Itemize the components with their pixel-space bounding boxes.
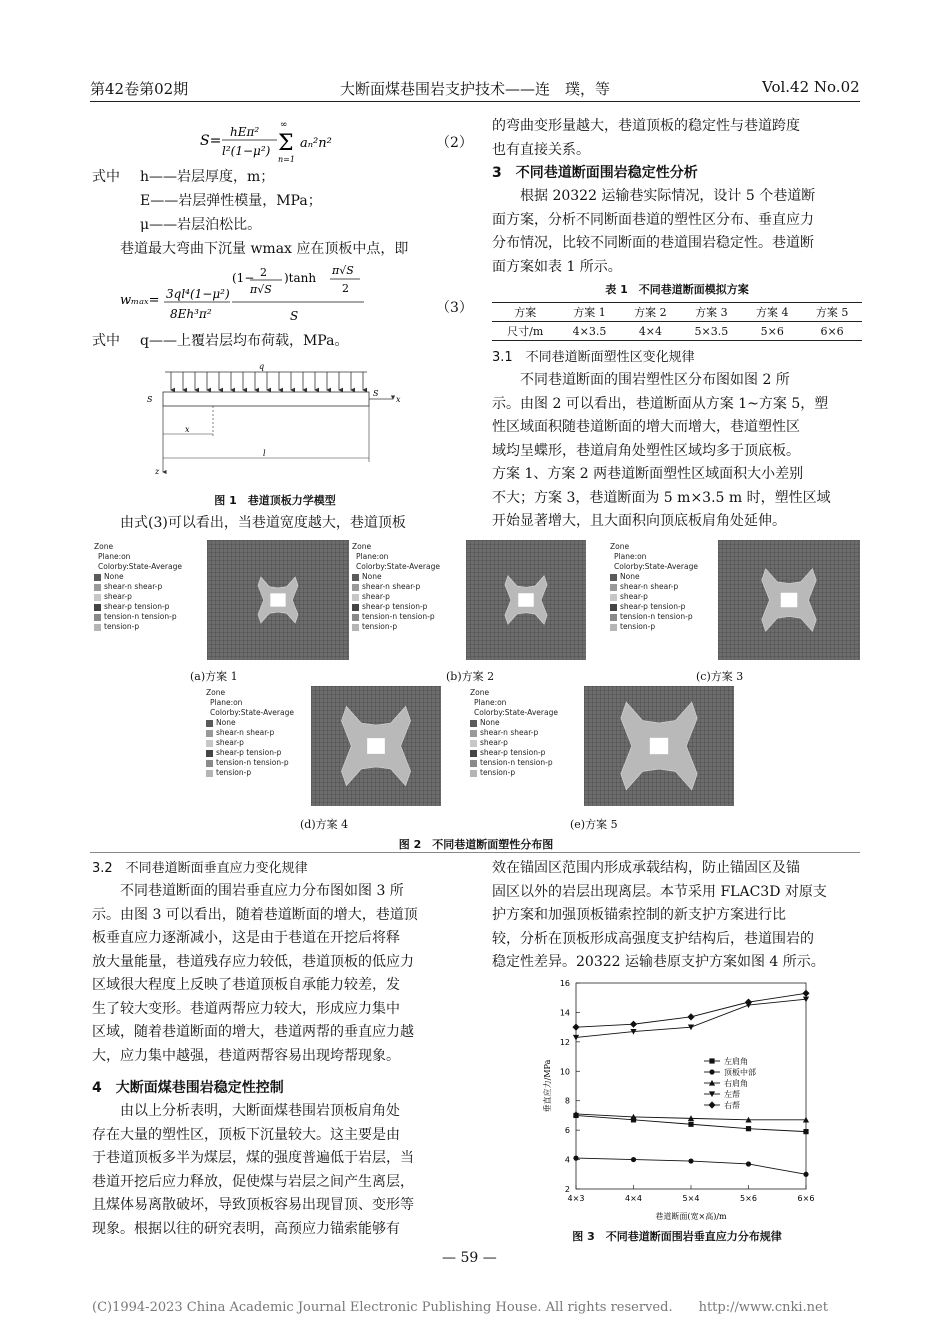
label-z: z bbox=[155, 467, 160, 476]
fig2-legend: Zone Plane:on Colorby:State-Average None shear-n shear-p shear-p shear-p tension-p tension-n tension-p tension-p bbox=[352, 542, 440, 631]
fig2-mesh bbox=[207, 540, 349, 660]
section-3-1-title: 3.1 不同巷道断面塑性区变化规律 bbox=[492, 350, 695, 365]
data-point bbox=[630, 1021, 637, 1028]
data-point bbox=[803, 1172, 808, 1177]
figure-2-rule bbox=[90, 852, 860, 853]
fig2-mesh bbox=[584, 686, 734, 806]
fig2-mesh bbox=[311, 686, 441, 806]
data-point bbox=[708, 1101, 715, 1108]
figure-2-caption: 图 2 不同巷道断面塑性分布图 bbox=[398, 838, 554, 851]
x-axis-label: 巷道断面(宽×高)/m bbox=[655, 1212, 727, 1221]
y-tick-label: 12 bbox=[559, 1037, 570, 1047]
svg-text:π√S: π√S bbox=[250, 283, 272, 296]
fig2-legend: Zone Plane:on Colorby:State-Average None shear-n shear-p shear-p shear-p tension-p tension-n tension-p tension-p bbox=[610, 542, 698, 631]
legend-label: 顶板中部 bbox=[724, 1068, 756, 1077]
equation-2-number: （2） bbox=[436, 135, 473, 151]
svg-text:π√S: π√S bbox=[332, 264, 354, 277]
data-point bbox=[709, 1058, 714, 1063]
fig2-subcaption: (b)方案 2 bbox=[446, 670, 495, 683]
def-mu: μ——岩层泊松比。 bbox=[140, 217, 262, 233]
data-point bbox=[746, 1126, 751, 1131]
legend-swatch bbox=[94, 574, 101, 581]
equation-3-number: （3） bbox=[436, 300, 473, 316]
legend-label: 左肩角 bbox=[724, 1057, 748, 1066]
legend-swatch bbox=[352, 604, 359, 611]
svg-text:n=1: n=1 bbox=[278, 155, 295, 164]
header-rule bbox=[90, 101, 860, 102]
x-tick-label: 5×6 bbox=[740, 1194, 757, 1203]
para-after-fig1: 由式(3)可以看出，当巷道宽度越大，巷道顶板 bbox=[120, 515, 406, 531]
y-tick-label: 4 bbox=[564, 1155, 570, 1165]
legend-swatch bbox=[610, 574, 617, 581]
label-x-axis: x bbox=[396, 395, 401, 404]
roadway-opening bbox=[270, 593, 285, 606]
table-header-row: 方案 方案 1 方案 2 方案 3 方案 4 方案 5 bbox=[492, 303, 862, 322]
legend-swatch bbox=[610, 604, 617, 611]
data-point bbox=[687, 1013, 694, 1020]
label-x: x bbox=[185, 425, 190, 434]
section-4-title: 4 大断面煤巷围岩稳定性控制 bbox=[92, 1080, 284, 1096]
data-point bbox=[573, 1035, 579, 1041]
x-tick-label: 4×3 bbox=[567, 1194, 585, 1203]
svg-text:aₙ²n²: aₙ²n² bbox=[300, 136, 332, 151]
x-tick-label: 4×4 bbox=[625, 1194, 642, 1203]
legend-swatch bbox=[470, 720, 477, 727]
fig2-subcaption: (c)方案 3 bbox=[696, 670, 744, 683]
section-3-2-para: 不同巷道断面的围岩垂直应力分布图如图 3 所 示。由图 3 可以看出，随着巷道断面的增大，巷道顶 板垂直应力逐渐减小，这是由于巷道在开挖后将释 放大量能量，巷道残存应力较低，巷道顶板的低应力 区域很大程度上反映了巷道顶板自承能力较差，发 生了较大变形。巷道两帮应力较大，形成应力集中 区域，随着巷道断面的增大，巷道两帮的垂直应力越 大，应力集中越强，巷道两帮容易出现垮帮现象。 bbox=[92, 883, 418, 1064]
fig2-legend: Zone Plane:on Colorby:State-Average None shear-n shear-p shear-p shear-p tension-p tension-n tension-p tension-p bbox=[94, 542, 182, 631]
figure-1-diagram bbox=[145, 360, 410, 480]
svg-text:∞: ∞ bbox=[280, 120, 288, 130]
legend-swatch bbox=[352, 624, 359, 631]
y-tick-label: 14 bbox=[559, 1008, 570, 1018]
legend-swatch bbox=[470, 770, 477, 777]
legend-swatch bbox=[610, 584, 617, 591]
legend-swatch bbox=[352, 584, 359, 591]
table-1-caption: 表 1 不同巷道断面模拟方案 bbox=[605, 283, 749, 296]
figure-1-caption: 图 1 巷道顶板力学模型 bbox=[214, 494, 336, 507]
def-E: E——岩层弹性模量，MPa； bbox=[140, 193, 322, 209]
label-S-right: S bbox=[373, 389, 379, 398]
svg-text:S=: S= bbox=[200, 133, 222, 149]
svg-text:2: 2 bbox=[260, 266, 267, 279]
figure-2 bbox=[90, 536, 862, 836]
legend-label: 左帮 bbox=[724, 1090, 740, 1099]
load-arrows bbox=[165, 372, 367, 390]
x-tick-label: 5×4 bbox=[682, 1194, 700, 1203]
legend-swatch bbox=[206, 720, 213, 727]
eq3-intro: 巷道最大弯曲下沉量 wmax 应在顶板中点，即 bbox=[120, 241, 409, 257]
where-label-2: 式中 bbox=[92, 333, 120, 349]
legend-swatch bbox=[94, 614, 101, 621]
legend-swatch bbox=[610, 624, 617, 631]
data-point bbox=[802, 990, 809, 997]
legend-swatch bbox=[94, 584, 101, 591]
legend-swatch bbox=[206, 750, 213, 757]
plastic-zone bbox=[207, 540, 349, 660]
right-lower-para: 效在锚固区范围内形成承载结构，防止锚固区及锚 固区以外的岩层出现离层。本节采用 FLAC3D 对原支 护方案和加强顶板锚索控制的新支护方案进行比 较，分析在顶板形成高强度支护结构后，巷道围岩的 稳定性差异。20322 运输巷原支护方案如图 4 所示。 bbox=[492, 860, 827, 970]
data-point bbox=[688, 1158, 693, 1163]
roof-beam bbox=[163, 392, 369, 406]
label-q: q bbox=[259, 362, 265, 371]
legend-swatch bbox=[206, 740, 213, 747]
table-1 bbox=[492, 302, 862, 341]
section-3-title: 3 不同巷道断面围岩稳定性分析 bbox=[492, 165, 698, 181]
legend-swatch bbox=[206, 770, 213, 777]
fig2-legend: Zone Plane:on Colorby:State-Average None shear-n shear-p shear-p shear-p tension-p tension-n tension-p tension-p bbox=[470, 688, 558, 777]
svg-text:hEπ²: hEπ² bbox=[230, 125, 260, 139]
legend-swatch bbox=[352, 614, 359, 621]
legend-swatch bbox=[470, 750, 477, 757]
where-label: 式中 bbox=[92, 169, 120, 185]
figure-3-caption: 图 3 不同巷道断面围岩垂直应力分布规律 bbox=[572, 1230, 782, 1243]
data-point bbox=[688, 1122, 693, 1127]
legend-swatch bbox=[352, 594, 359, 601]
series-line bbox=[576, 993, 806, 1027]
data-point bbox=[709, 1069, 714, 1074]
svg-text:2: 2 bbox=[342, 282, 349, 295]
copyright-footer: (C)1994-2023 China Academic Journal Electronic Publishing House. All rights reserved. http://www.cnki.net bbox=[92, 1300, 828, 1315]
right-para-cont: 的弯曲变形量越大，巷道顶板的稳定性与巷道跨度 也有直接关系。 bbox=[492, 118, 800, 158]
fig2-mesh bbox=[718, 540, 860, 660]
y-tick-label: 8 bbox=[564, 1096, 570, 1106]
fig2-subcaption: (d)方案 4 bbox=[300, 818, 349, 831]
svg-text:S: S bbox=[290, 309, 299, 323]
section-4-para: 由以上分析表明，大断面煤巷围岩顶板肩角处 存在大量的塑性区，顶板下沉量较大。这主要是由 于巷道顶板多半为煤层，煤的强度普遍低于岩层，当 巷道开挖后应力释放，促使煤与岩层之间产生离层， 且煤体易离散破坏，导致顶板容易出现冒顶、变形等 现象。根据以往的研究表明，高预应力锚索能够有 bbox=[92, 1103, 414, 1237]
legend-swatch bbox=[206, 760, 213, 767]
legend-swatch bbox=[94, 624, 101, 631]
legend-label: 右肩角 bbox=[724, 1079, 748, 1088]
figure-3-chart bbox=[520, 975, 840, 1225]
def-h: h——岩层厚度，m； bbox=[140, 169, 275, 185]
data-point bbox=[572, 1024, 579, 1031]
roadway-opening bbox=[518, 593, 533, 606]
legend-swatch bbox=[610, 594, 617, 601]
y-tick-label: 2 bbox=[564, 1185, 570, 1194]
roadway-opening bbox=[367, 738, 385, 754]
fig2-subcaption: (a)方案 1 bbox=[190, 670, 238, 683]
legend-swatch bbox=[470, 760, 477, 767]
svg-text:wₘₐₓ=: wₘₐₓ= bbox=[120, 293, 160, 308]
section-3-para: 根据 20322 运输巷实际情况，设计 5 个巷道断 面方案，分析不同断面巷道的塑性区分布、垂直应力 分布情况，比较不同断面的巷道围岩稳定性。巷道断 面方案如表 1 所示。 bbox=[492, 188, 816, 275]
fig2-subcaption: (e)方案 5 bbox=[570, 818, 618, 831]
y-tick-label: 6 bbox=[564, 1126, 570, 1136]
page-number: — 59 — bbox=[442, 1250, 497, 1266]
data-point bbox=[631, 1157, 636, 1162]
journal-issue: 第42卷第02期 bbox=[90, 80, 189, 98]
legend-swatch bbox=[470, 740, 477, 747]
legend-swatch bbox=[470, 730, 477, 737]
equation-2 bbox=[200, 118, 390, 164]
data-point bbox=[803, 1129, 808, 1134]
legend-swatch bbox=[94, 594, 101, 601]
legend-swatch bbox=[94, 604, 101, 611]
legend-swatch bbox=[352, 574, 359, 581]
svg-text:)tanh: )tanh bbox=[284, 271, 317, 285]
x-tick-label: 6×6 bbox=[797, 1194, 815, 1203]
svg-text:Σ: Σ bbox=[278, 131, 294, 156]
equation-3 bbox=[120, 262, 420, 328]
svg-text:l²(1−μ²): l²(1−μ²) bbox=[222, 144, 271, 158]
svg-text:3ql⁴(1−μ²): 3ql⁴(1−μ²) bbox=[166, 287, 230, 301]
roadway-opening bbox=[650, 738, 668, 754]
fig2-mesh bbox=[466, 540, 586, 660]
def-q: q——上覆岩层均布荷载，MPa。 bbox=[140, 333, 349, 349]
svg-text:(1−: (1− bbox=[232, 271, 255, 285]
volume-label: Vol.42 No.02 bbox=[762, 78, 860, 96]
svg-text:8Eh³π²: 8Eh³π² bbox=[170, 307, 212, 321]
data-point bbox=[746, 1161, 751, 1166]
plastic-zone bbox=[584, 686, 734, 806]
y-tick-label: 10 bbox=[559, 1067, 570, 1077]
y-tick-label: 16 bbox=[559, 979, 570, 988]
legend-swatch bbox=[206, 730, 213, 737]
table-row: 尺寸/m 4×3.5 4×4 5×3.5 5×6 6×6 bbox=[507, 324, 844, 338]
label-l: l bbox=[263, 449, 266, 458]
fig2-legend: Zone Plane:on Colorby:State-Average None shear-n shear-p shear-p shear-p tension-p tension-n tension-p tension-p bbox=[206, 688, 294, 777]
running-title: 大断面煤巷围岩支护技术——连 璞，等 bbox=[340, 80, 611, 98]
section-3-2-title: 3.2 不同巷道断面垂直应力变化规律 bbox=[92, 861, 308, 876]
legend-label: 右帮 bbox=[724, 1101, 740, 1110]
legend-swatch bbox=[610, 614, 617, 621]
plastic-zone bbox=[466, 540, 586, 660]
plastic-zone bbox=[718, 540, 860, 660]
section-3-1-para: 不同巷道断面的围岩塑性区分布图如图 2 所 示。由图 2 可以看出，巷道断面从方案 1~方案 5，塑 性区域面积随巷道断面的增大而增大，巷道塑性区 域均呈蝶形，巷道肩角处塑性区域均多于顶底板。 方案 1、方案 2 两巷道断面塑性区域面积大小差别 不大；方案 3，巷道断面为 5 m×3.5 m 时，塑性区域 开始显著增大，且大面积向顶底板肩角处延伸。 bbox=[492, 372, 831, 529]
plastic-zone bbox=[311, 686, 441, 806]
roadway-opening bbox=[781, 593, 798, 608]
data-point bbox=[573, 1156, 578, 1161]
label-S-left: S bbox=[147, 395, 153, 404]
y-axis-label: 垂直应力/MPa bbox=[543, 1059, 552, 1113]
